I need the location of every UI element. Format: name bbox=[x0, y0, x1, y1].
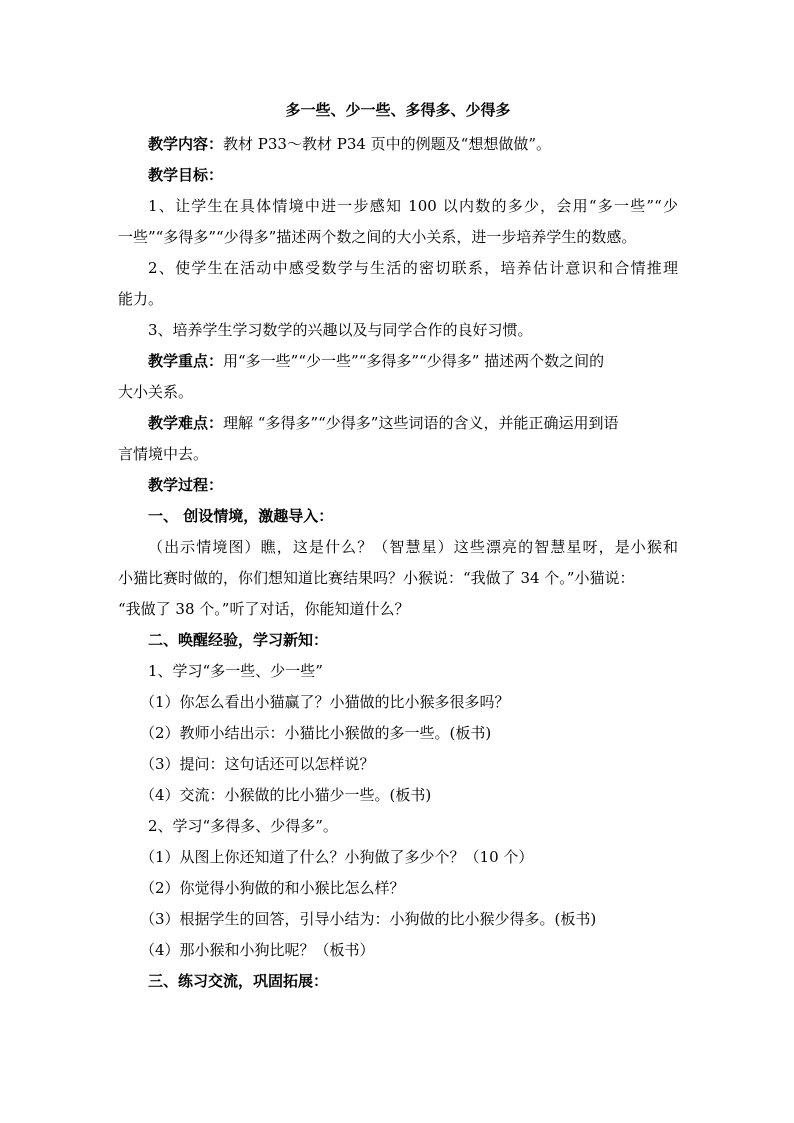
teaching-content-label: 教学内容： bbox=[148, 135, 224, 153]
section-2-heading: 二、唤醒经验，学习新知： bbox=[148, 631, 329, 649]
section-1-para-line-1: （出示情境图）瞧，这是什么？（智慧星）这些漂亮的智慧星呀，是小猴和 bbox=[148, 538, 678, 556]
teaching-content bbox=[118, 134, 678, 154]
key-points-line-1 bbox=[118, 351, 678, 371]
goal-3: 3、培养学生学习数学的兴趣以及与同学合作的良好习惯。 bbox=[148, 321, 533, 339]
list-item: （1）从图上你还知道了什么？小狗做了多少个？（10 个） bbox=[140, 848, 534, 866]
goal-1-line-2: 一些”“多得多”“少得多”描述两个数之间的大小关系，进一步培养学生的数感。 bbox=[118, 228, 637, 246]
list-item: （3）根据学生的回答，引导小结为：小狗做的比小猴少得多。(板书) bbox=[140, 910, 597, 928]
section-2-sub-2: 2、学习“多得多、少得多”。 bbox=[148, 817, 338, 835]
difficulties-line-1 bbox=[118, 413, 678, 433]
section-1-para-line-2: 小猫比赛时做的，你们想知道比赛结果吗？小猴说：“我做了 34 个。”小猫说： bbox=[118, 569, 635, 587]
difficulties-text: 理解 “多得多”“少得多”这些词语的含义，并能正确运用到语 bbox=[223, 414, 619, 432]
list-item: （2）教师小结出示：小猫比小猴做的多一些。(板书) bbox=[140, 724, 492, 742]
document-title: 多一些、少一些、多得多、少得多 bbox=[285, 101, 511, 119]
section-1-heading: 一、 创设情境，激趣导入： bbox=[148, 507, 334, 525]
list-item: （2）你觉得小狗做的和小猴比怎么样？ bbox=[140, 879, 405, 897]
list-item: （4）那小猴和小狗比呢？（板书） bbox=[140, 941, 375, 959]
goal-2-line-1: 2、使学生在活动中感受数学与生活的密切联系，培养估计意识和合情推理 bbox=[148, 259, 678, 277]
key-points-label: 教学重点： bbox=[148, 352, 224, 370]
list-item: （1）你怎么看出小猫赢了？小猫做的比小猴多很多吗？ bbox=[140, 693, 510, 711]
teaching-content-text: 教材 P33～教材 P34 页中的例题及“想想做做”。 bbox=[223, 135, 552, 153]
goal-2-line-2: 能力。 bbox=[118, 290, 164, 308]
section-2-sub-1: 1、学习“多一些、少一些” bbox=[148, 662, 323, 680]
key-points-text: 用“多一些”“少一些”“多得多”“少得多” 描述两个数之间的 bbox=[223, 352, 605, 370]
section-1-para-line-3: “我做了 38 个。”听了对话，你能知道什么？ bbox=[118, 600, 410, 618]
teaching-goals-heading: 教学目标： bbox=[148, 166, 224, 184]
goal-1-line-1: 1、让学生在具体情境中进一步感知 100 以内数的多少，会用“多一些”“少 bbox=[148, 197, 678, 215]
list-item: （3）提问：这句话还可以怎样说？ bbox=[140, 755, 375, 773]
difficulties-label: 教学难点： bbox=[148, 414, 224, 432]
section-3-heading: 三、练习交流，巩固拓展： bbox=[148, 972, 329, 990]
key-points-line-2: 大小关系。 bbox=[118, 383, 194, 401]
difficulties-line-2: 言情境中去。 bbox=[118, 445, 209, 463]
teaching-process-heading: 教学过程： bbox=[148, 476, 224, 494]
list-item: （4）交流：小猴做的比小猫少一些。(板书) bbox=[140, 786, 432, 804]
